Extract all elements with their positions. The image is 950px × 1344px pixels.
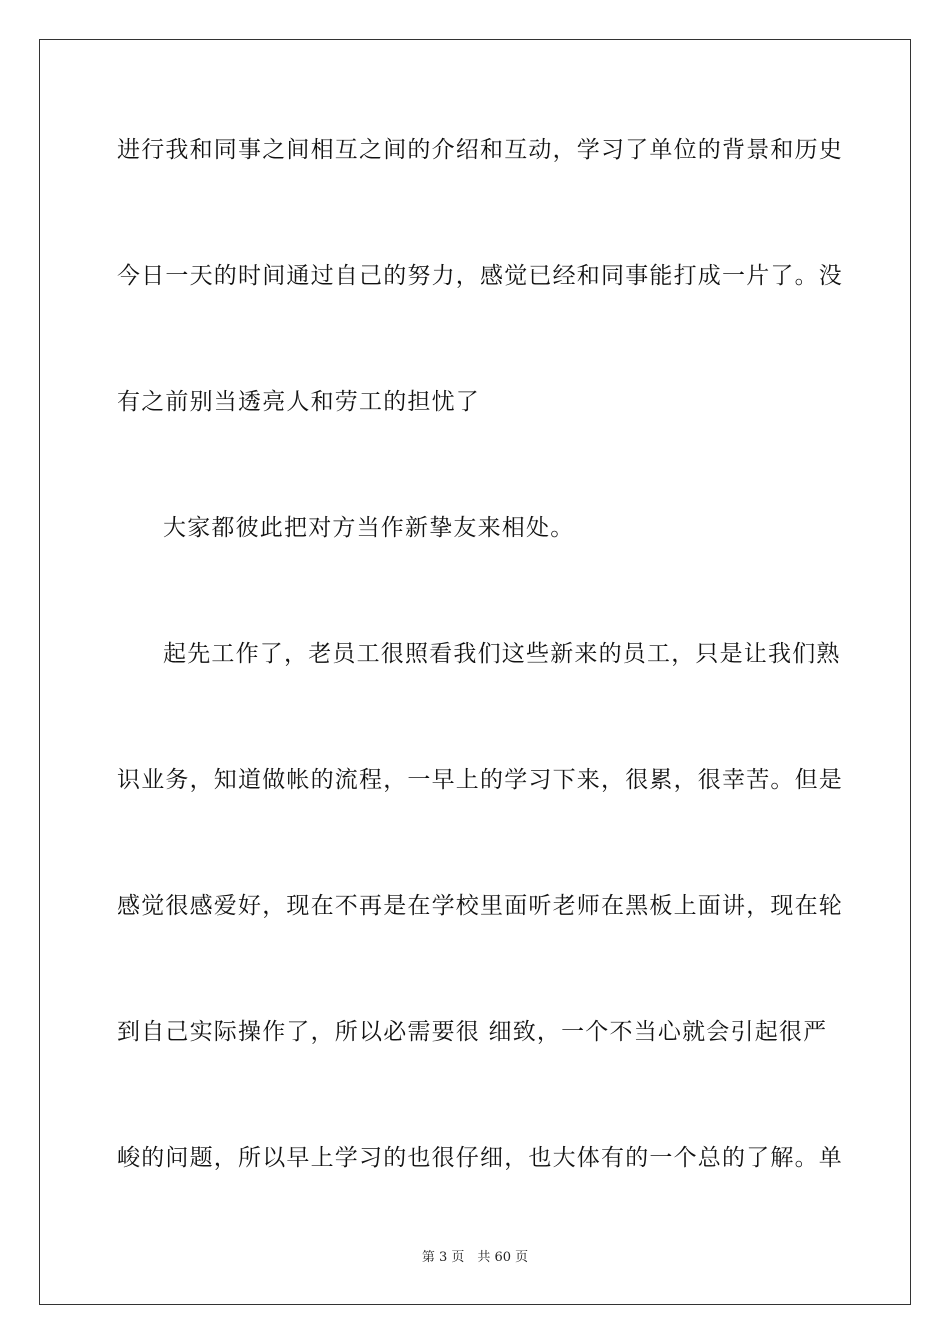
text-line-4: 大家都彼此把对方当作新挚友来相处。 bbox=[163, 515, 575, 541]
text-line-8: 到自己实际操作了，所以必需要很 细致，一个不当心就会引起很严 bbox=[117, 1019, 828, 1045]
text-line-3: 有之前别当透亮人和劳工的担忧了 bbox=[117, 389, 480, 415]
page-number-footer: 第 3 页 共 60 页 bbox=[421, 1250, 529, 1265]
text-line-1: 进行我和同事之间相互之间的介绍和互动，学习了单位的背景和历史 bbox=[117, 137, 843, 163]
text-line-6: 识业务，知道做帐的流程，一早上的学习下来，很累，很幸苦。但是 bbox=[117, 767, 843, 793]
text-line-9: 峻的问题，所以早上学习的也很仔细，也大体有的一个总的了解。单 bbox=[117, 1145, 843, 1171]
text-line-5: 起先工作了，老员工很照看我们这些新来的员工，只是让我们熟 bbox=[163, 641, 841, 667]
text-line-7: 感觉很感爱好，现在不再是在学校里面听老师在黑板上面讲，现在轮 bbox=[117, 893, 843, 919]
text-line-2: 今日一天的时间通过自己的努力，感觉已经和同事能打成一片了。没 bbox=[117, 263, 843, 289]
document-body bbox=[117, 124, 843, 1258]
